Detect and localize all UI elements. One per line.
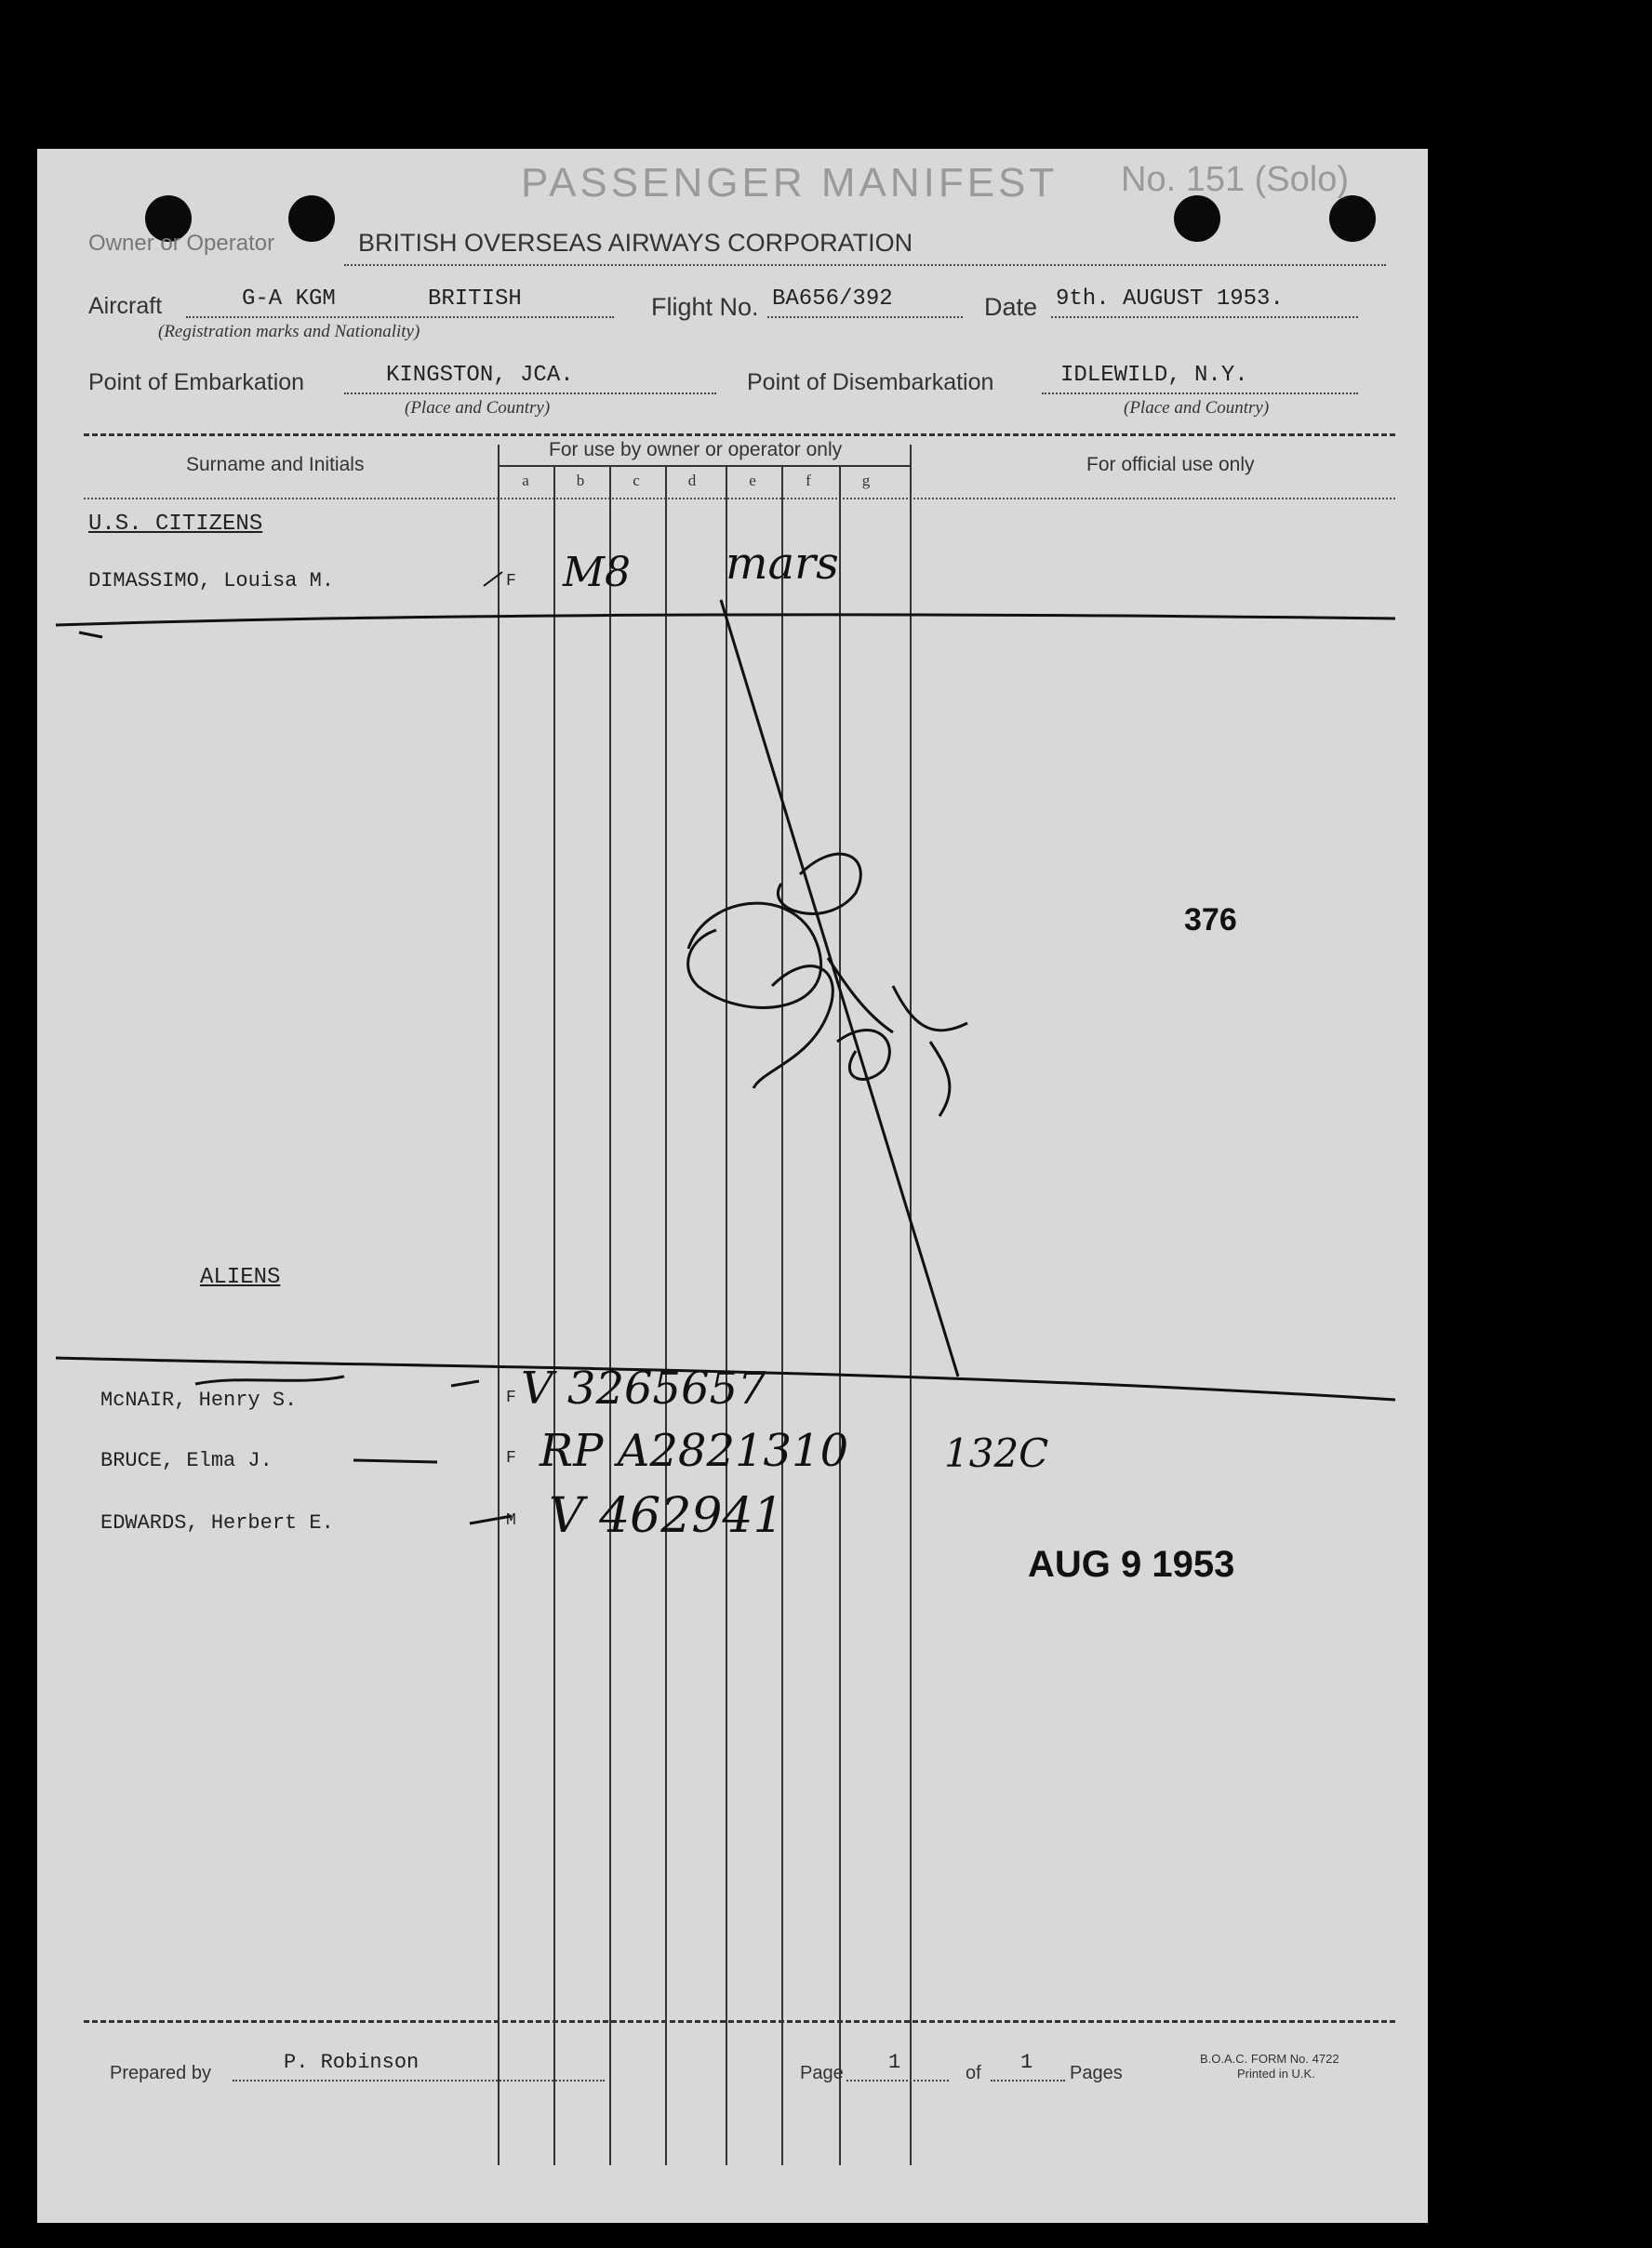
passenger-sex: F [506, 1389, 516, 1407]
owner-label: Owner or Operator [88, 231, 275, 256]
of-label: of [966, 2063, 981, 2083]
embarkation-caption: (Place and Country) [405, 398, 551, 418]
passenger-sex: F [506, 1449, 516, 1468]
embarkation-label: Point of Embarkation [88, 369, 305, 395]
official-column-header: For official use only [1086, 454, 1255, 475]
passenger-name: EDWARDS, Herbert E. [100, 1511, 334, 1535]
column-letter-e: e [749, 472, 756, 489]
aircraft-label: Aircraft [88, 293, 163, 319]
handwritten-document-number: RP A2821310 [540, 1425, 849, 1477]
manifest-number: No. 151 (Solo) [1121, 160, 1350, 199]
passenger-name: BRUCE, Elma J. [100, 1449, 273, 1472]
column-letter-f: f [806, 472, 811, 489]
of-rule [991, 2080, 1065, 2082]
printed-in: Printed in U.K. [1237, 2067, 1315, 2081]
date-label: Date [984, 293, 1038, 321]
surname-column-header: Surname and Initials [186, 454, 365, 475]
passenger-name: McNAIR, Henry S. [100, 1389, 298, 1412]
manifest-sheet [37, 149, 1428, 2223]
handwritten-initials: M8 [563, 549, 632, 596]
owner-value: BRITISH OVERSEAS AIRWAYS CORPORATION [358, 229, 913, 257]
handwritten-mars: mars [726, 538, 839, 590]
of-value: 1 [1020, 2051, 1033, 2074]
prepared-by-label: Prepared by [110, 2063, 211, 2083]
date-value: 9th. AUGUST 1953. [1056, 286, 1284, 312]
passenger-sex: M [506, 1511, 516, 1530]
embarkation-value: KINGSTON, JCA. [386, 363, 574, 388]
column-letter-d: d [687, 472, 697, 489]
official-number: 376 [1184, 902, 1237, 938]
handwritten-document-number: V 3265657 [521, 1363, 766, 1415]
handwriting-strokes [37, 149, 1428, 2223]
column-letter-b: b [576, 472, 585, 489]
handwritten-code: 132C [944, 1430, 1049, 1476]
aircraft-nationality: BRITISH [428, 286, 522, 312]
page-rule [846, 2080, 949, 2082]
form-title: PASSENGER MANIFEST [521, 160, 1059, 206]
passenger-sex: F [506, 572, 516, 591]
page-label: Page [800, 2063, 844, 2083]
footer-top-rule [84, 2020, 1395, 2023]
date-stamp: AUG 9 1953 [1028, 1544, 1235, 1585]
owner-use-column-header: For use by owner or operator only [549, 439, 843, 460]
prepared-by-rule [233, 2080, 605, 2082]
passenger-name: DIMASSIMO, Louisa M. [88, 569, 335, 592]
prepared-by-value: P. Robinson [284, 2051, 420, 2074]
handwritten-document-number: V 462941 [549, 1488, 784, 1544]
column-letter-a: a [522, 472, 529, 489]
us-citizens-heading: U.S. CITIZENS [88, 512, 263, 537]
disembarkation-label: Point of Disembarkation [747, 369, 994, 395]
aliens-heading: ALIENS [200, 1265, 281, 1290]
pages-label: Pages [1070, 2063, 1123, 2083]
disembarkation-value: IDLEWILD, N.Y. [1060, 363, 1248, 388]
page-value: 1 [888, 2051, 901, 2074]
aircraft-caption: (Registration marks and Nationality) [158, 322, 420, 341]
column-letter-c: c [633, 472, 640, 489]
column-letter-g: g [861, 472, 871, 489]
flight-no-value: BA656/392 [772, 286, 893, 312]
disembarkation-caption: (Place and Country) [1124, 398, 1270, 418]
flight-no-label: Flight No. [651, 293, 759, 321]
form-number: B.O.A.C. FORM No. 4722 [1200, 2052, 1339, 2066]
aircraft-registration: G-A KGM [242, 286, 336, 312]
